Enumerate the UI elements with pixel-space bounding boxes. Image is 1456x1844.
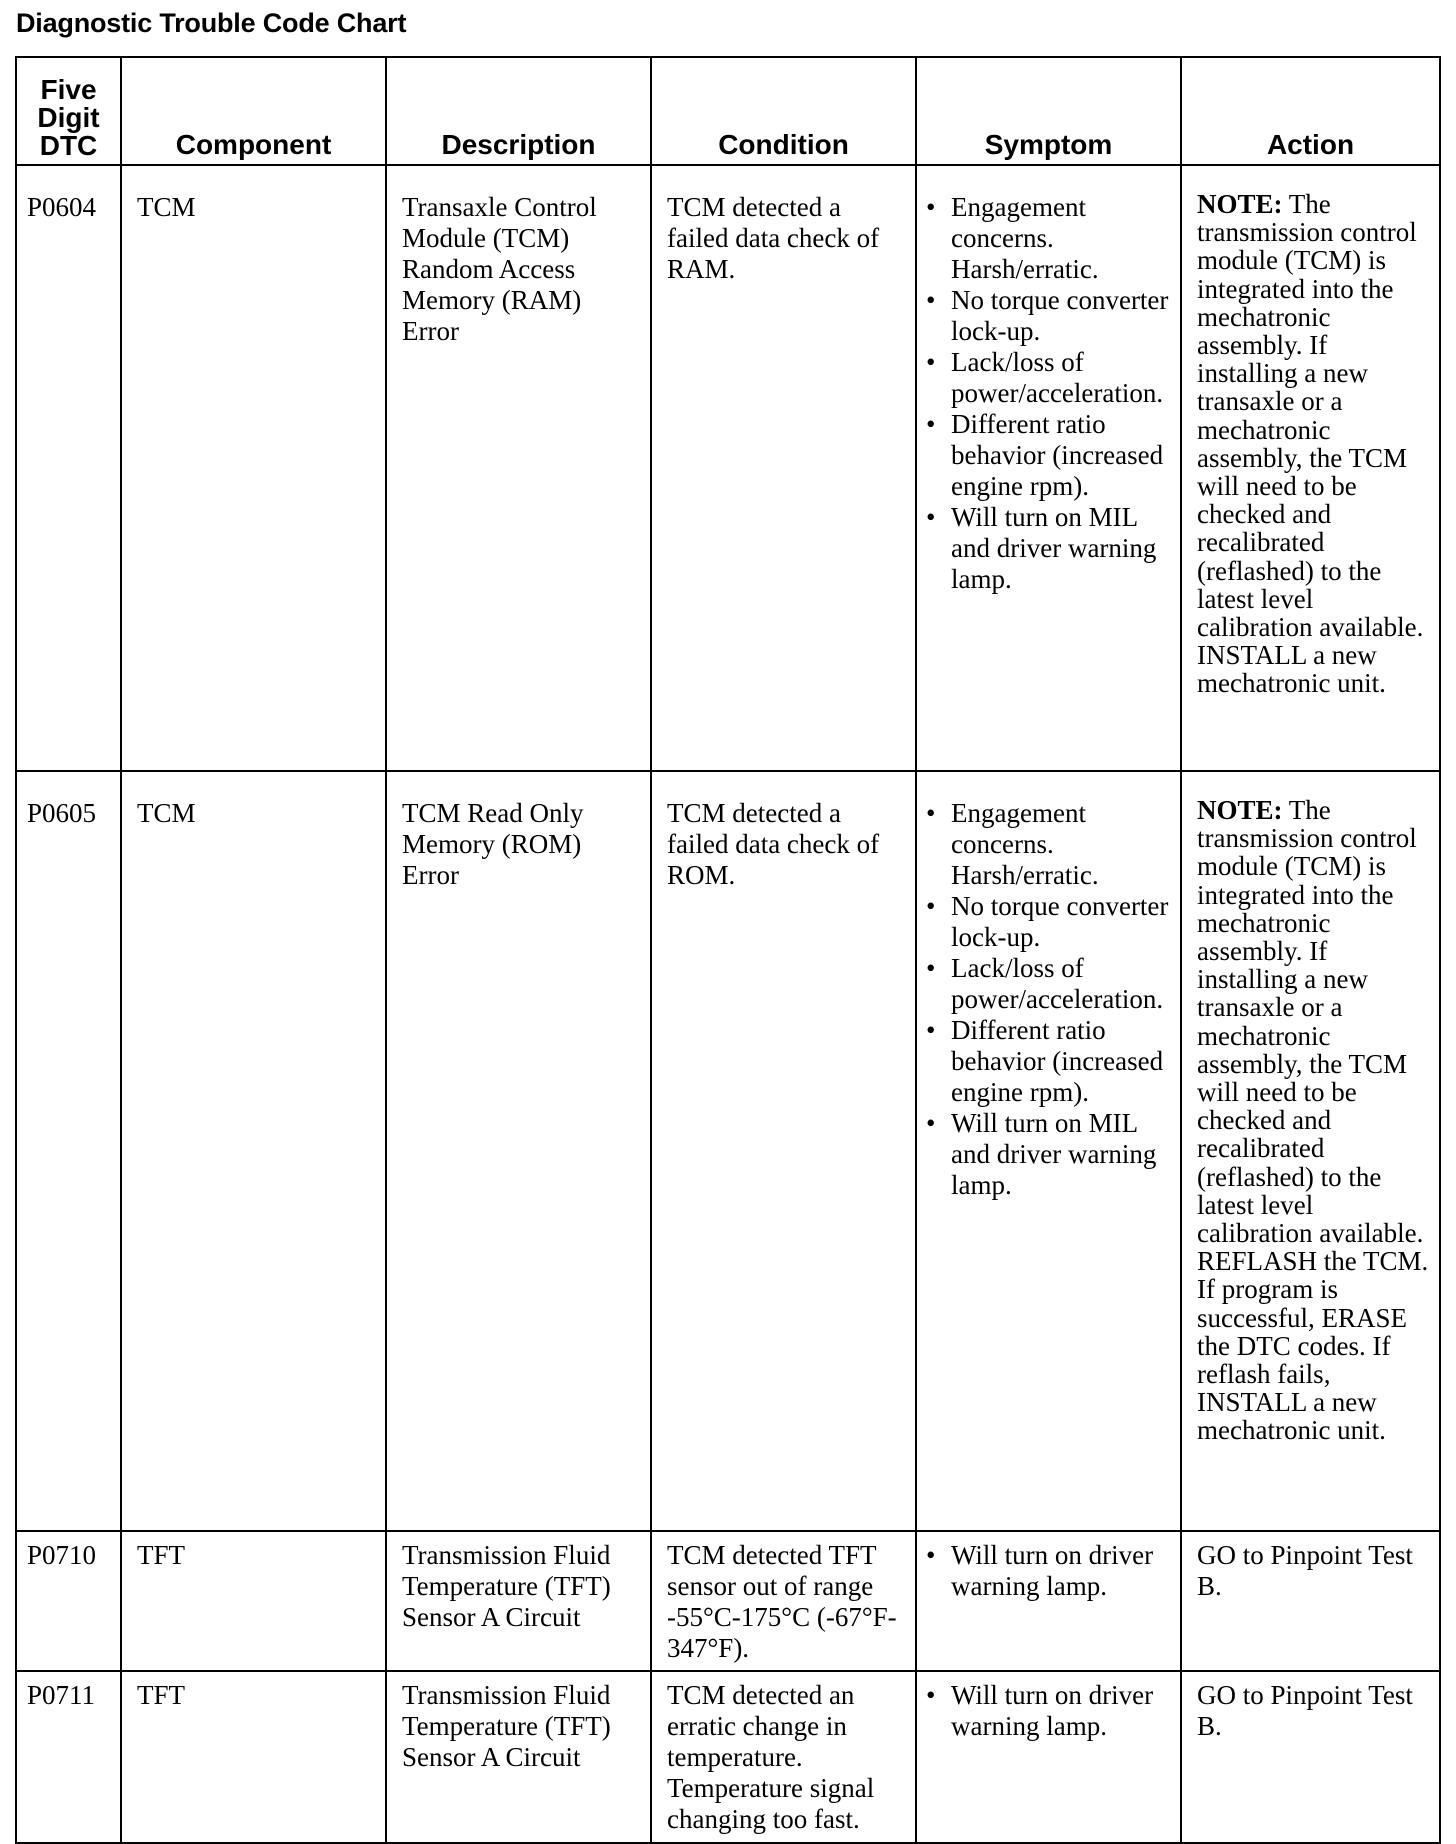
- cell-description: TCM Read Only Memory (ROM) Error: [386, 771, 651, 1531]
- bullet-icon: •: [926, 192, 936, 222]
- cell-component: TFT: [121, 1671, 386, 1843]
- symptom-text: No torque converter lock-up.: [951, 285, 1169, 346]
- symptom-item: [923, 1540, 1178, 1602]
- symptom-item: [923, 409, 1178, 502]
- bullet-icon: •: [926, 347, 936, 377]
- symptom-item: [923, 192, 1178, 285]
- bullet-icon: •: [926, 953, 936, 983]
- cell-action: [1181, 165, 1440, 771]
- header-symptom: Symptom: [916, 57, 1181, 165]
- header-dtc: [16, 57, 121, 165]
- symptom-item: [923, 798, 1178, 891]
- cell-condition: TCM detected an erratic change in temperature. Temperature signal changing too fast.: [651, 1671, 916, 1843]
- table-row: [16, 771, 1440, 1531]
- cell-symptom: [916, 165, 1181, 771]
- cell-symptom: [916, 1531, 1181, 1671]
- symptom-item: [923, 285, 1178, 347]
- header-description: Description: [386, 57, 651, 165]
- symptom-text: Lack/loss of power/acceleration.: [951, 953, 1164, 1014]
- cell-dtc: P0605: [16, 771, 121, 1531]
- header-dtc-line-2: Digit: [37, 102, 100, 133]
- symptom-item: [923, 891, 1178, 953]
- symptom-text: Different ratio behavior (increased engine rpm).: [951, 409, 1164, 501]
- cell-action: [1181, 771, 1440, 1531]
- action-text: The transmission control module (TCM) is integrated into the mechatronic assembly. If installing a new transaxle or a mechatronic assembly, the TCM will need to be checked and recalibrated (reflashed) to the latest level calibration available. REFLASH the TCM. If program is successful, ERASE the DTC codes. If reflash fails, INSTALL a new mechatronic unit.: [1197, 795, 1429, 1446]
- action-text: The transmission control module (TCM) is integrated into the mechatronic assembly. If installing a new transaxle or a mechatronic assembly, the TCM will need to be checked and recalibrated (reflashed) to the latest level calibration available. INSTALL a new mechatronic unit.: [1197, 189, 1424, 699]
- cell-condition: TCM detected a failed data check of ROM.: [651, 771, 916, 1531]
- symptom-item: [923, 1015, 1178, 1108]
- bullet-icon: •: [926, 891, 936, 921]
- cell-symptom: [916, 771, 1181, 1531]
- table-row: [16, 165, 1440, 771]
- cell-dtc: P0604: [16, 165, 121, 771]
- symptom-text: Will turn on MIL and driver warning lamp.: [951, 1108, 1157, 1200]
- cell-dtc: P0710: [16, 1531, 121, 1671]
- cell-symptom: [916, 1671, 1181, 1843]
- header-action: Action: [1181, 57, 1440, 165]
- header-condition: Condition: [651, 57, 916, 165]
- cell-dtc: P0711: [16, 1671, 121, 1843]
- note-label: NOTE:: [1197, 795, 1283, 825]
- symptom-text: No torque converter lock-up.: [951, 891, 1169, 952]
- note-label: NOTE:: [1197, 189, 1283, 219]
- cell-component: TCM: [121, 771, 386, 1531]
- table-row: [16, 1671, 1440, 1843]
- symptom-text: Will turn on driver warning lamp.: [951, 1680, 1154, 1741]
- symptom-item: [923, 953, 1178, 1015]
- cell-description: Transmission Fluid Temperature (TFT) Sensor A Circuit: [386, 1531, 651, 1671]
- symptom-item: [923, 1108, 1178, 1201]
- cell-condition: TCM detected TFT sensor out of range -55°C-175°C (-67°F-347°F).: [651, 1531, 916, 1671]
- symptom-text: Different ratio behavior (increased engine rpm).: [951, 1015, 1164, 1107]
- cell-description: Transmission Fluid Temperature (TFT) Sensor A Circuit: [386, 1671, 651, 1843]
- header-dtc-line-3: DTC: [39, 130, 98, 161]
- cell-action: GO to Pinpoint Test B.: [1181, 1531, 1440, 1671]
- bullet-icon: •: [926, 1015, 936, 1045]
- symptom-text: Will turn on MIL and driver warning lamp.: [951, 502, 1157, 594]
- bullet-icon: •: [926, 1540, 936, 1570]
- symptom-item: [923, 347, 1178, 409]
- symptom-text: Engagement concerns. Harsh/erratic.: [951, 192, 1099, 284]
- symptom-item: [923, 502, 1178, 595]
- bullet-icon: •: [926, 409, 936, 439]
- table-header-row: [16, 57, 1440, 165]
- header-dtc-line-1: Five: [40, 74, 97, 105]
- bullet-icon: •: [926, 1680, 936, 1710]
- bullet-icon: •: [926, 798, 936, 828]
- symptom-item: [923, 1680, 1178, 1742]
- symptom-list: [923, 798, 1178, 1201]
- cell-action: GO to Pinpoint Test B.: [1181, 1671, 1440, 1843]
- cell-component: TCM: [121, 165, 386, 771]
- bullet-icon: •: [926, 502, 936, 532]
- symptom-list: [923, 1540, 1178, 1602]
- header-component: Component: [121, 57, 386, 165]
- symptom-text: Engagement concerns. Harsh/erratic.: [951, 798, 1099, 890]
- dtc-table: [15, 56, 1441, 1844]
- bullet-icon: •: [926, 285, 936, 315]
- bullet-icon: •: [926, 1108, 936, 1138]
- symptom-list: [923, 1680, 1178, 1742]
- cell-component: TFT: [121, 1531, 386, 1671]
- cell-condition: TCM detected a failed data check of RAM.: [651, 165, 916, 771]
- cell-description: Transaxle Control Module (TCM) Random Access Memory (RAM) Error: [386, 165, 651, 771]
- symptom-text: Will turn on driver warning lamp.: [951, 1540, 1154, 1601]
- page-title: Diagnostic Trouble Code Chart: [16, 8, 407, 38]
- table-row: [16, 1531, 1440, 1671]
- symptom-list: [923, 192, 1178, 595]
- symptom-text: Lack/loss of power/acceleration.: [951, 347, 1164, 408]
